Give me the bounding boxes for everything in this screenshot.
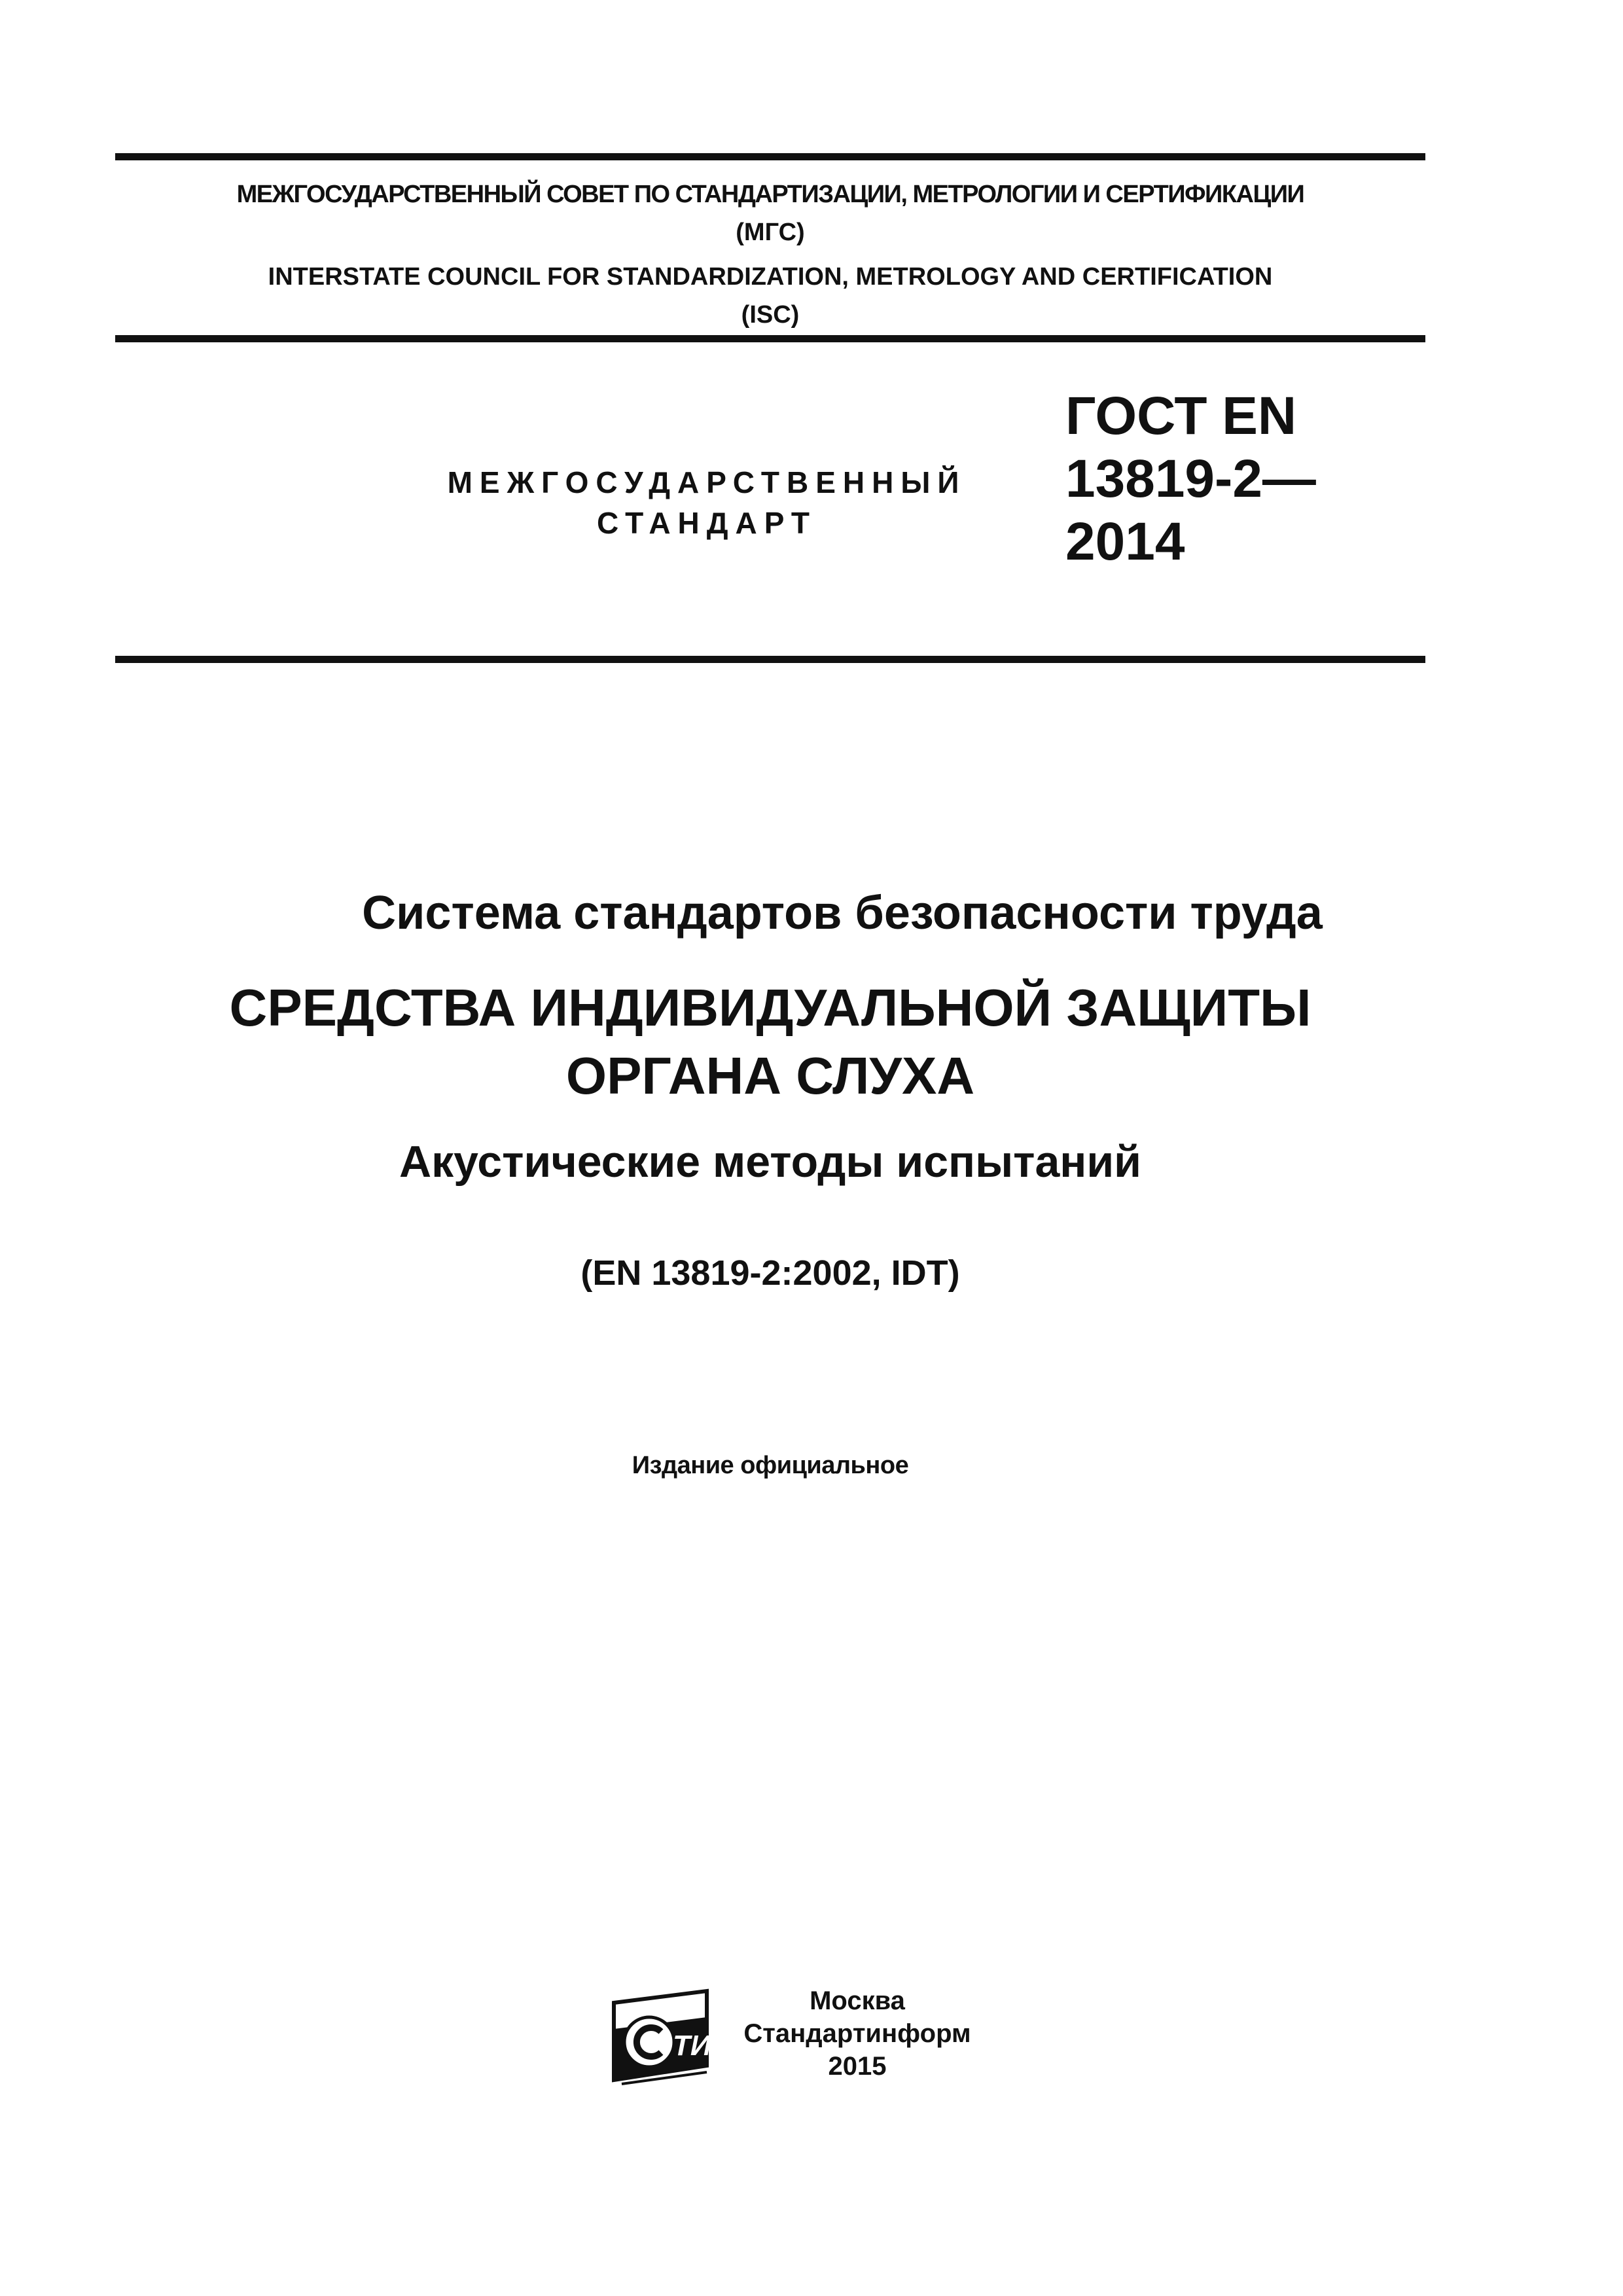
- main-title-line-2: ОРГАНА СЛУХА: [565, 1047, 975, 1105]
- publisher-year: 2015: [828, 2052, 887, 2081]
- number-divider-rule: [115, 656, 1425, 663]
- standard-type-line-2: СТАНДАРТ: [597, 506, 817, 540]
- en-reference: (EN 13819-2:2002, IDT): [580, 1253, 960, 1293]
- standard-number-line-2: 13819-2—: [1065, 449, 1316, 509]
- series-title: Система стандартов безопасности труда: [362, 887, 1323, 939]
- council-name-ru: МЕЖГОСУДАРСТВЕННЫЙ СОВЕТ ПО СТАНДАРТИЗАЦИИ, МЕТРОЛОГИИ И СЕРТИФИКАЦИИ: [236, 181, 1304, 208]
- top-rule: [115, 153, 1425, 160]
- council-abbr-en: (ISC): [741, 301, 800, 329]
- svg-text:ТИ: ТИ: [673, 2030, 711, 2062]
- publisher-block: [733, 1984, 982, 2083]
- subtitle: Акустические методы испытаний: [399, 1137, 1141, 1187]
- council-header: [115, 175, 1425, 334]
- main-title: [115, 974, 1425, 1110]
- header-divider-rule: [115, 335, 1425, 342]
- standard-type-label: [412, 462, 1001, 543]
- main-title-line-1: СРЕДСТВА ИНДИВИДУАЛЬНОЙ ЗАЩИТЫ: [229, 978, 1311, 1037]
- standard-number: [1065, 385, 1406, 573]
- council-name-en: INTERSTATE COUNCIL FOR STANDARDIZATION, METROLOGY AND CERTIFICATION: [268, 263, 1273, 291]
- publisher-name: Стандартинформ: [743, 2019, 971, 2048]
- council-abbr-ru: (МГС): [736, 219, 805, 246]
- publisher-city: Москва: [810, 1986, 905, 2015]
- standard-type-line-1: МЕЖГОСУДАРСТВЕННЫЙ: [447, 465, 967, 499]
- standard-number-line-1: ГОСТ EN: [1065, 386, 1297, 446]
- standartinform-logo-icon: [609, 1988, 713, 2087]
- standard-number-line-3: 2014: [1065, 512, 1185, 571]
- edition-note: Издание официальное: [632, 1452, 909, 1479]
